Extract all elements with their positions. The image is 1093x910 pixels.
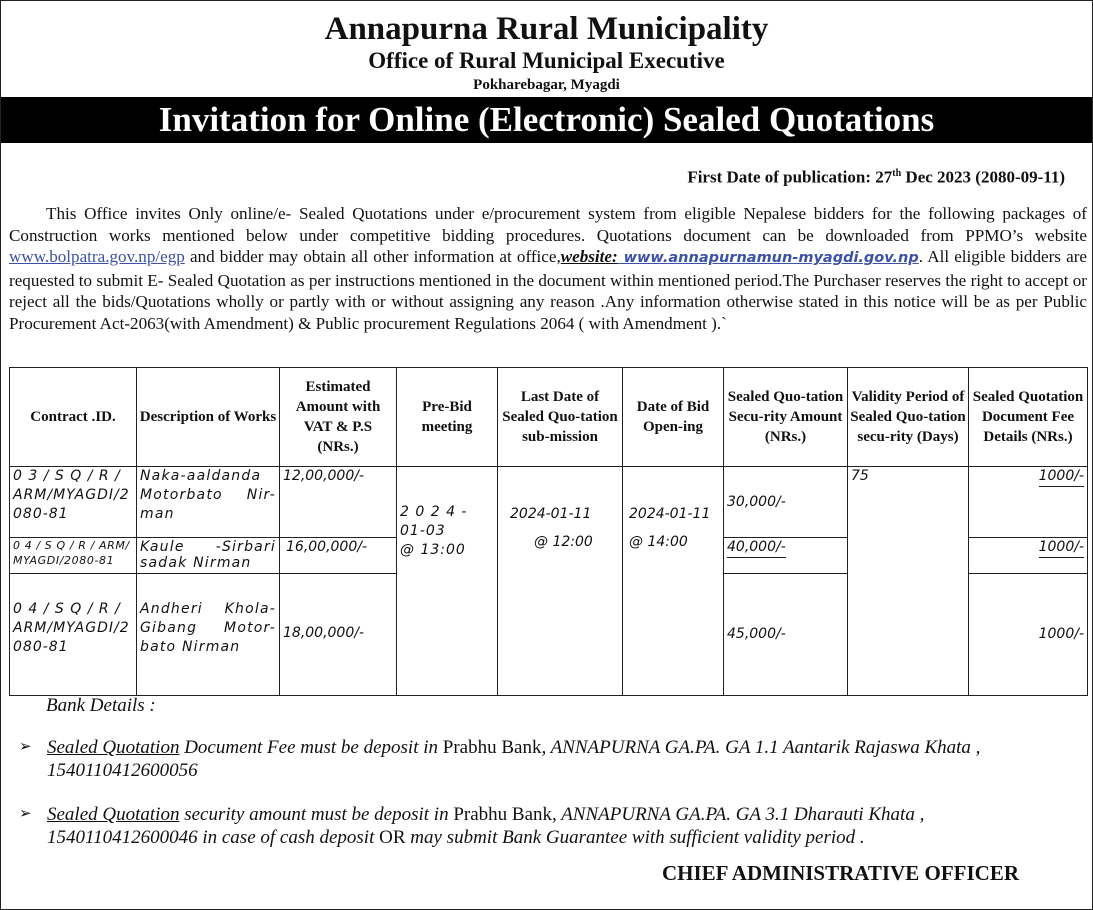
- bullet-arrow-icon: ➢: [19, 806, 32, 822]
- work-description: Kaule -Sirbari sadak Nirman: [137, 538, 280, 574]
- bank-detail-part-b: , ANNAPURNA GA.PA. GA 3.1 Dharauti Khata , 1540110412600046 in case of cash deposit: [47, 804, 925, 848]
- bid-opening: [623, 467, 724, 696]
- bank-detail-item: [19, 736, 1059, 782]
- work-description: Andheri Khola-Gibang Motor-bato Nirman: [137, 574, 280, 696]
- opening-date: 2024-01-11: [629, 506, 711, 522]
- publication-date-sup: th: [892, 168, 902, 179]
- validity-days: 75: [848, 467, 969, 696]
- bank-detail-text: [47, 736, 1059, 782]
- contract-id: 0 3 / S Q / R / ARM/MYAGDI/2080-81: [10, 467, 137, 538]
- bank-details-heading: Bank Details :: [46, 695, 156, 716]
- document-fee-value: 1000/-: [1039, 467, 1084, 487]
- prebid-date: 2 0 2 4 - 01-03: [400, 504, 468, 539]
- signature-title: CHIEF ADMINISTRATIVE OFFICER: [661, 861, 1019, 885]
- document-fee: 1000/-: [969, 574, 1088, 696]
- intro-text-3: . All eligible bidders are requested to submit E- Sealed Quotation as per instructions mentioned in the document within mentioned period.The Purchaser reserves the right to accept or reject all the bids/Quotations wholly or partly with or without assigning any reason .Any information otherwise stated in this notice will be as per Public Procurement Act-2063(with Amendment) & Public procurement Regulations 2064 ( with Amendment ).`: [9, 247, 1087, 333]
- security-amount: 45,000/-: [724, 574, 848, 696]
- contract-id: 0 4 / S Q / R / ARM/MYAGDI/2080-81: [10, 574, 137, 696]
- municipality-title: Annapurna Rural Municipality: [324, 11, 769, 47]
- bank-detail-part-a: security amount must be deposit in: [179, 804, 454, 825]
- security-amount: [724, 538, 848, 574]
- office-address: Pokharebagar, Myagdi: [473, 77, 620, 93]
- submission-date: 2024-01-11: [510, 506, 592, 522]
- table-row: [10, 467, 1088, 538]
- header-last-date: Last Date of Sealed Quo-tation sub-mission: [498, 368, 623, 467]
- office-name: Office of Rural Municipal Executive: [368, 48, 725, 73]
- header-security-amount: Sealed Quo-tation Secu-rity Amount (NRs.): [724, 368, 848, 467]
- document-fee: [969, 467, 1088, 538]
- website-link[interactable]: www.annapurnamun-myagdi.gov.np: [617, 250, 919, 267]
- contract-id: 0 4 / S Q / R / ARM/MYAGDI/2080-81: [10, 538, 137, 574]
- bank-name: Prabhu Bank: [453, 804, 553, 825]
- prebid-meeting: [397, 467, 498, 696]
- estimated-amount: 12,00,000/-: [280, 467, 397, 538]
- intro-paragraph: [9, 203, 1087, 335]
- submission-time: @ 12:00: [534, 534, 593, 550]
- bank-detail-text: [47, 803, 1059, 849]
- bank-detail-item: [19, 803, 1059, 849]
- document-fee-value: 1000/-: [1039, 538, 1084, 558]
- work-description: Naka-aaldanda Motorbato Nir-man: [137, 467, 280, 538]
- header-estimated-amount: Estimated Amount with VAT & P.S (NRs.): [280, 368, 397, 467]
- intro-text-2: and bidder may obtain all other information at office,: [184, 247, 561, 267]
- notice-banner: Invitation for Online (Electronic) Sealed Quotations: [1, 97, 1092, 143]
- bank-detail-lead: Sealed Quotation: [47, 804, 180, 825]
- bank-detail-or: OR: [379, 827, 406, 848]
- submission-deadline: [498, 467, 623, 696]
- bank-detail-part-a: Document Fee must be deposit in: [179, 737, 443, 758]
- bank-detail-part-b: , ANNAPURNA GA.PA. GA 1.1 Aantarik Rajaswa Khata , 1540110412600056: [47, 737, 981, 781]
- header-description: Description of Works: [137, 368, 280, 467]
- bullet-arrow-icon: ➢: [19, 739, 32, 755]
- header-contract-id: Contract .ID.: [10, 368, 137, 467]
- website-label: website:: [560, 247, 618, 267]
- estimated-amount: 16,00,000/-: [280, 538, 397, 574]
- bank-detail-part-c: may submit Bank Guarantee with sufficient validity period .: [405, 827, 865, 848]
- document-fee: [969, 538, 1088, 574]
- header-validity: Validity Period of Sealed Quo-tation secu-rity (Days): [848, 368, 969, 467]
- security-amount-value: 40,000/-: [727, 538, 786, 558]
- publication-date: [687, 164, 1065, 188]
- bolpatra-link[interactable]: www.bolpatra.gov.np/egp: [9, 247, 185, 267]
- intro-text-1: This Office invites Only online/e- Sealed Quotations under e/procurement system from eligible Nepalese bidders for the following packages of Construction works mentioned below under competitive bidding procedures. Quotations document can be downloaded from PPMO’s website: [9, 204, 1087, 245]
- header-opening-date: Date of Bid Open-ing: [623, 368, 724, 467]
- quotation-table: [9, 367, 1088, 696]
- header-prebid: Pre-Bid meeting: [397, 368, 498, 467]
- publication-date-prefix: First Date of publication: 27: [687, 167, 893, 187]
- bank-name: Prabhu Bank: [442, 737, 542, 758]
- bank-detail-lead: Sealed Quotation: [47, 737, 180, 758]
- security-amount: 30,000/-: [724, 467, 848, 538]
- header-doc-fee: Sealed Quotation Document Fee Details (NRs.): [969, 368, 1088, 467]
- estimated-amount: 18,00,000/-: [280, 574, 397, 696]
- table-header-row: [10, 368, 1088, 467]
- opening-time: @ 14:00: [629, 534, 688, 550]
- publication-date-suffix: Dec 2023 (2080-09-11): [901, 167, 1065, 187]
- prebid-time: @ 13:00: [400, 542, 466, 558]
